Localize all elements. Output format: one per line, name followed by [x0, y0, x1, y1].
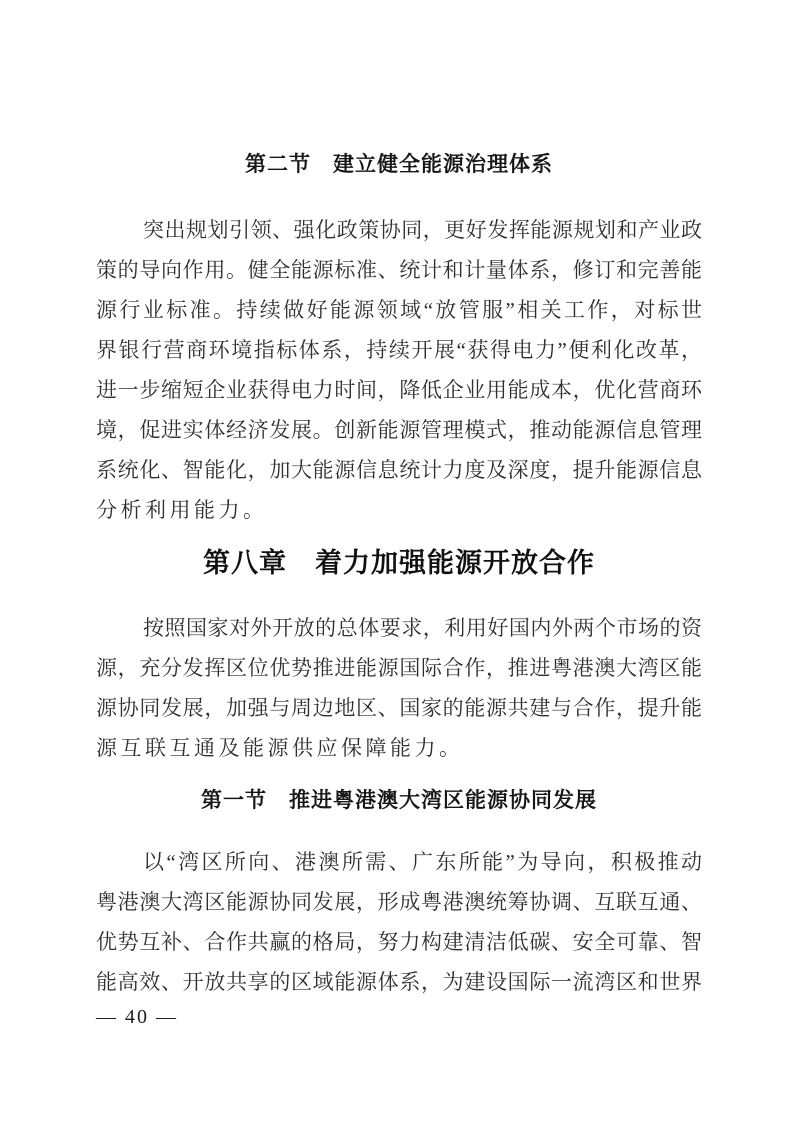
text-line: 粤港澳大湾区能源协同发展，形成粤港澳统筹协调、互联互通、: [96, 890, 702, 914]
text-line: 源协同发展，加强与周边地区、国家的能源共建与合作，提升能: [96, 696, 702, 720]
text-line: 以“湾区所向、港澳所需、广东所能”为导向，积极推动: [143, 850, 702, 874]
text-line: 进一步缩短企业获得电力时间，降低企业用能成本，优化营商环: [96, 378, 702, 402]
text-line: 突出规划引领、强化政策协同，更好发挥能源规划和产业政: [143, 218, 702, 242]
text-line: 界银行营商环境指标体系，持续开展“获得电力”便利化改革，: [96, 338, 702, 362]
text-line: 策的导向作用。健全能源标准、统计和计量体系，修订和完善能: [96, 258, 702, 282]
section-heading-2: 第二节 建立健全能源治理体系: [245, 153, 553, 176]
text-line: 按照国家对外开放的总体要求，利用好国内外两个市场的资: [143, 616, 702, 640]
text-line: 源，充分发挥区位优势推进能源国际合作，推进粤港澳大湾区能: [96, 656, 702, 680]
text-line: 源互联互通及能源供应保障能力。: [96, 736, 464, 760]
chapter-heading-8: 第八章 着力加强能源开放合作: [203, 548, 595, 578]
section-heading-1: 第一节 推进粤港澳大湾区能源协同发展: [201, 789, 597, 812]
text-line: 优势互补、合作共赢的格局，努力构建清洁低碳、安全可靠、智: [96, 930, 702, 954]
text-line: 系统化、智能化，加大能源信息统计力度及深度，提升能源信息: [96, 458, 702, 482]
text-line: 境，促进实体经济发展。创新能源管理模式，推动能源信息管理: [96, 418, 702, 442]
paragraph-2: [96, 608, 702, 768]
page-number: — 40 —: [96, 1006, 178, 1028]
page-content: [96, 0, 702, 1030]
paragraph-3: [96, 842, 702, 1002]
paragraph-1: [96, 210, 702, 530]
text-line: 分析利用能力。: [96, 498, 268, 522]
text-line: 源行业标准。持续做好能源领域“放管服”相关工作，对标世: [96, 298, 702, 322]
text-line: 能高效、开放共享的区域能源体系，为建设国际一流湾区和世界: [96, 970, 702, 994]
